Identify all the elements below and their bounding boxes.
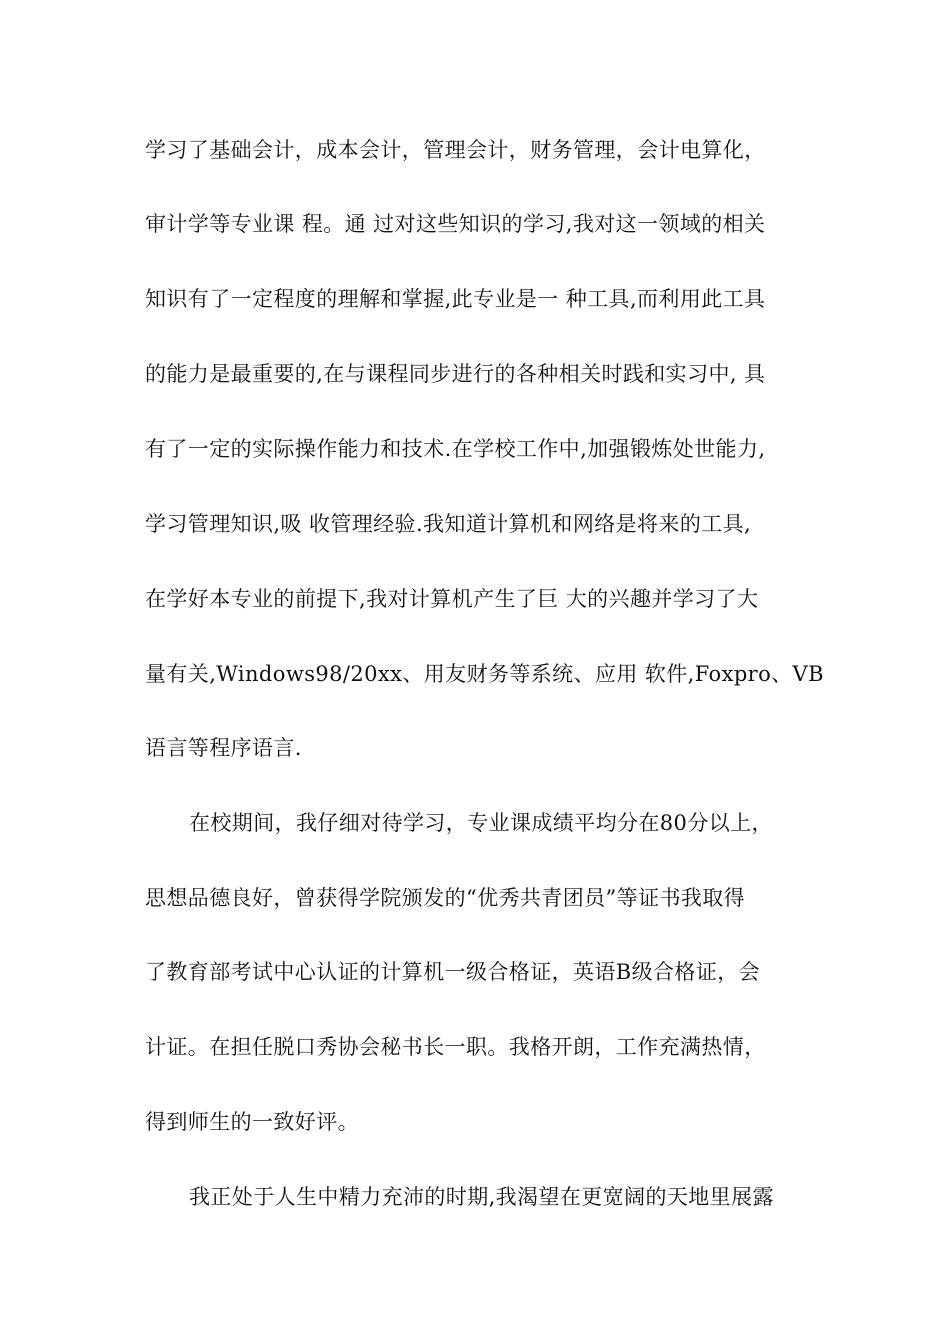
paragraph-line: 计证。在担任脱口秀协会秘书长一职。我格开朗，工作充满热情， bbox=[145, 1035, 766, 1059]
paragraph-line: 得到师生的一致好评。 bbox=[145, 1110, 359, 1134]
paragraph-line: 学习了基础会计，成本会计，管理会计，财务管理，会计电算化， bbox=[145, 138, 766, 162]
paragraph-line: 了教育部考试中心认证的计算机一级合格证，英语B级合格证，会 bbox=[145, 960, 761, 984]
paragraph-line: 我正处于人生中精力充沛的时期,我渴望在更宽阔的天地里展露 bbox=[189, 1185, 774, 1209]
paragraph-line: 知识有了一定程度的理解和掌握,此专业是一 种工具,而利用此工具 bbox=[145, 287, 766, 311]
paragraph-line: 审计学等专业课 程。通 过对这些知识的学习,我对这一领域的相关 bbox=[145, 212, 766, 236]
paragraph-line: 在学好本专业的前提下,我对计算机产生了巨 大的兴趣并学习了大 bbox=[145, 587, 759, 611]
paragraph-line: 在校期间，我仔细对待学习，专业课成绩平均分在80分以上， bbox=[189, 811, 773, 835]
paragraph-line: 语言等程序语言. bbox=[145, 736, 302, 760]
paragraph-line: 有了一定的实际操作能力和技术.在学校工作中,加强锻炼处世能力, bbox=[145, 437, 766, 461]
paragraph-line: 思想品德良好，曾获得学院颁发的“优秀共青团员”等证书我取得 bbox=[145, 886, 746, 910]
paragraph-line: 学习管理知识,吸 收管理经验.我知道计算机和网络是将来的工具, bbox=[145, 512, 752, 536]
paragraph-line: 的能力是最重要的,在与课程同步进行的各种相关时践和实习中, 具 bbox=[145, 362, 766, 386]
paragraph-line: 量有关,Windows98/20xx、用友财务等系统、应用 软件,Foxpro、VB bbox=[145, 662, 824, 686]
